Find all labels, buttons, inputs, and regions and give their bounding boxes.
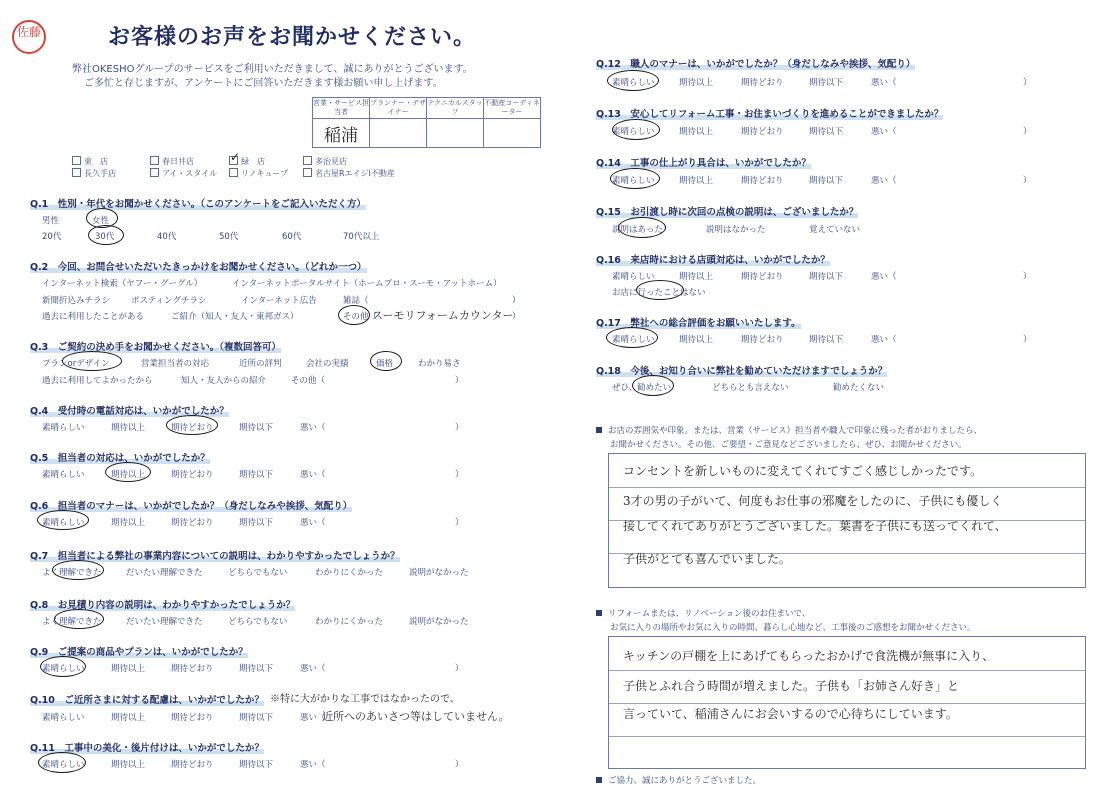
q12-option-excellent[interactable]: 素晴らしい: [612, 78, 655, 88]
q10-handwritten-note-2: 近所へのあいさつ等はしていません。: [322, 710, 510, 723]
q11-option-below[interactable]: 期待以下: [239, 760, 274, 770]
q4-option-above[interactable]: 期待以上: [111, 423, 146, 433]
q2-option-internet-ad[interactable]: インターネット広告: [241, 296, 317, 306]
q9-option-above[interactable]: 期待以上: [111, 664, 146, 674]
q16-option-below[interactable]: 期待以下: [809, 272, 844, 282]
q17-bad-close: ）: [1023, 335, 1032, 345]
q4-option-bad[interactable]: 悪い（: [300, 423, 326, 433]
staff-header-technical: テクニカルスタッフ: [427, 98, 484, 119]
q2-option-other[interactable]: その他（: [343, 312, 378, 322]
question-15-title: Q.15 お引渡し時に次回の点検の説明は、ございましたか？: [596, 207, 859, 218]
q7-option-neutral[interactable]: どちらでもない: [228, 568, 288, 578]
q11-option-above[interactable]: 期待以上: [111, 760, 146, 770]
q3-option-track-record[interactable]: 会社の実績: [306, 359, 349, 369]
q13-option-excellent[interactable]: 素晴らしい: [612, 127, 655, 137]
q1-option-60s[interactable]: 60代: [282, 232, 302, 242]
q17-option-above[interactable]: 期待以上: [679, 335, 714, 345]
selection-circle-mark: [370, 351, 402, 371]
q16-option-bad[interactable]: 悪い（: [871, 272, 897, 282]
question-8-title: Q.8 お見積り内容の説明は、わかりやすかったでしょうか？: [30, 600, 296, 611]
q7-option-mostly-understood[interactable]: だいたい理解できた: [126, 568, 203, 578]
question-6-title: Q.6 担当者のマナーは、いかがでしたか？（身だしなみや挨拶、気配り）: [30, 501, 353, 512]
page-title: お客様のお声をお聞かせください。: [108, 25, 477, 50]
q2-option-past-use[interactable]: 過去に利用したことがある: [42, 312, 145, 322]
q13-option-above[interactable]: 期待以上: [679, 127, 714, 137]
selection-circle-mark: [610, 168, 660, 189]
q8-option-neutral[interactable]: どちらでもない: [228, 617, 288, 627]
question-11-title: Q.11 工事中の美化・後片付けは、いかがでしたか？: [30, 743, 264, 754]
q4-option-excellent[interactable]: 素晴らしい: [42, 423, 85, 433]
q1-option-female[interactable]: 女性: [92, 216, 110, 226]
checkbox-icon: [303, 156, 312, 165]
comment2-prompt-line1: リフォームまたは、リノベーション後のお住まいで、: [596, 607, 810, 619]
selection-circle-mark: [54, 609, 104, 629]
q11-option-as-expected[interactable]: 期待どおり: [171, 760, 214, 770]
q3-option-past-good[interactable]: 過去に利用してよかったから: [42, 376, 153, 386]
q9-option-bad[interactable]: 悪い（: [300, 664, 326, 674]
checkbox-icon: [72, 156, 81, 165]
q2-option-referral[interactable]: ご紹介（知人・友人・東邦ガス）: [171, 312, 299, 322]
q6-option-below[interactable]: 期待以下: [239, 518, 274, 528]
checkbox-icon: [150, 168, 159, 177]
q5-option-bad[interactable]: 悪い（: [300, 470, 326, 480]
comment2-handwritten-line2: 子供とふれ合う時間が増えました。子供も「お姉さん好き」と: [623, 679, 960, 693]
q2-option-portal-site[interactable]: インターネットポータルサイト（ホームプロ・スーモ・アットホーム）: [232, 279, 502, 289]
question-2-title: Q.2 今回、お問合せいただいたきっかけをお聞かせください。（どれか一つ）: [30, 262, 367, 273]
q16-option-as-expected[interactable]: 期待どおり: [741, 272, 784, 282]
comment1-handwritten-line2: 3才の男の子がいて、何度もお仕事の邪魔をしたのに、子供にも優しく: [623, 494, 1003, 508]
q18-option-neutral[interactable]: どちらとも言えない: [712, 383, 789, 393]
q17-option-excellent[interactable]: 素晴らしい: [612, 335, 655, 345]
comment1-handwritten-line4: 子供がとても喜んでいました。: [623, 552, 792, 566]
square-bullet-icon: [596, 777, 602, 783]
q11-option-excellent[interactable]: 素晴らしい: [42, 760, 85, 770]
q3-option-reputation[interactable]: 近所の評判: [239, 359, 282, 369]
q4-bad-close: ）: [455, 423, 464, 433]
checkbox-icon: [150, 156, 159, 165]
q3-other-close: ）: [455, 376, 464, 386]
q2-other-close: ）: [512, 312, 521, 322]
selection-circle-mark: [62, 351, 122, 371]
question-13-title: Q.13 安心してリフォーム工事・お住まいづくりを進めることができましたか？: [596, 109, 944, 120]
comment2-handwritten-line3: 言っていて、稲浦さんにお会いするので心待ちにしています。: [623, 707, 958, 721]
question-12-title: Q.12 職人のマナーは、いかがでしたか？（身だしなみや挨拶、気配り）: [596, 59, 916, 70]
q17-option-bad[interactable]: 悪い（: [871, 335, 897, 345]
staff-header-realestate: 不動産コーディネーター: [484, 98, 541, 119]
q11-bad-close: ）: [455, 760, 464, 770]
selection-circle-mark: [37, 510, 89, 530]
q1-option-20s[interactable]: 20代: [42, 232, 62, 242]
q17-option-as-expected[interactable]: 期待どおり: [741, 335, 784, 345]
checkbox-icon: [229, 168, 238, 177]
q8-option-no-explanation[interactable]: 説明がなかった: [409, 617, 469, 627]
q6-option-above[interactable]: 期待以上: [111, 518, 146, 528]
q5-option-above[interactable]: 期待以上: [111, 470, 146, 480]
q8-option-hard[interactable]: わかりにくかった: [315, 617, 384, 627]
ruled-line: [609, 487, 1085, 488]
q10-option-as-expected[interactable]: 期待どおり: [171, 713, 214, 723]
q6-bad-close: ）: [455, 518, 464, 528]
q5-option-as-expected[interactable]: 期待どおり: [171, 470, 214, 480]
q18-option-recommend[interactable]: ぜひ、勧めたい: [612, 383, 672, 393]
q14-option-bad[interactable]: 悪い（: [871, 176, 897, 186]
q9-option-excellent[interactable]: 素晴らしい: [42, 664, 85, 674]
q3-option-clarity[interactable]: わかり易さ: [418, 359, 461, 369]
q13-option-as-expected[interactable]: 期待どおり: [741, 127, 784, 137]
q9-option-as-expected[interactable]: 期待どおり: [171, 664, 214, 674]
q4-option-below[interactable]: 期待以下: [239, 423, 274, 433]
question-18-title: Q.18 今後、お知り合いに弊社を勧めていただけますでしょうか？: [596, 366, 888, 377]
store-option-tajimi[interactable]: 多治見店: [303, 156, 347, 167]
q14-option-as-expected[interactable]: 期待どおり: [741, 176, 784, 186]
selection-circle-mark: [105, 462, 151, 482]
question-14-title: Q.14 工事の仕上がり具合は、いかがでしたか？: [596, 158, 811, 169]
comment2-handwritten-line1: キッチンの戸棚を上にあげてもらったおかげで食洗機が無事に入り、: [623, 649, 995, 663]
selection-circle-mark: [88, 225, 124, 245]
q10-option-bad[interactable]: 悪い（: [300, 713, 326, 723]
selection-circle-mark: [166, 415, 218, 435]
square-bullet-icon: [596, 610, 602, 616]
q8-option-mostly-understood[interactable]: だいたい理解できた: [126, 617, 203, 627]
question-7-title: Q.7 担当者による弊社の事業内容についての説明は、わかりやすかったでしょうか？: [30, 551, 400, 562]
comment1-box[interactable]: [608, 453, 1086, 588]
q15-option-not-explained[interactable]: 説明はなかった: [706, 225, 766, 235]
checkbox-icon: [303, 168, 312, 177]
comment2-box[interactable]: [608, 636, 1086, 769]
q12-option-bad[interactable]: 悪い（: [871, 78, 897, 88]
q15-option-dont-remember[interactable]: 覚えていない: [809, 225, 861, 235]
question-5-title: Q.5 担当者の対応は、いかがでしたか？: [30, 453, 210, 464]
selection-circle-mark: [636, 280, 684, 300]
staff-cell-planner[interactable]: [370, 119, 427, 148]
checkbox-checked-icon: ✓: [230, 150, 241, 164]
comment1-prompt-line1: お店の雰囲気や印象。または、営業（サービス）担当者や職人で印象に残った者がおりましたら、: [596, 424, 982, 436]
q18-option-not-recommend[interactable]: 勧めたくない: [833, 383, 885, 393]
seal-stamp: 佐藤: [12, 20, 46, 54]
q14-option-excellent[interactable]: 素晴らしい: [612, 176, 655, 186]
q5-option-below[interactable]: 期待以下: [239, 470, 274, 480]
selection-circle-mark: [618, 217, 666, 238]
q7-option-no-explanation[interactable]: 説明がなかった: [409, 568, 469, 578]
square-bullet-icon: [596, 427, 602, 433]
q3-option-sales-response[interactable]: 営業担当者の対応: [141, 359, 210, 369]
checkbox-icon: [72, 168, 81, 177]
question-3-title: Q.3 ご契約の決め手をお聞かせください。（複数回答可）: [30, 342, 282, 353]
question-17-title: Q.17 弊社への総合評価をお願いいたします。: [596, 318, 801, 329]
staff-table: [312, 97, 541, 148]
q3-option-other[interactable]: その他（: [291, 376, 326, 386]
q5-option-excellent[interactable]: 素晴らしい: [42, 470, 85, 480]
question-10-title: Q.10 ご近所さまに対する配慮は、いかがでしたか？: [30, 695, 264, 706]
selection-circle-mark: [338, 305, 370, 325]
q16-bad-close: ）: [1023, 272, 1032, 282]
staff-cell-technical[interactable]: [427, 119, 484, 148]
q15-option-explained[interactable]: 説明はあった: [612, 225, 663, 235]
ruled-line: [609, 670, 1085, 671]
q9-option-below[interactable]: 期待以下: [239, 664, 274, 674]
comment2-prompt-line2: お気に入りの場所やお気に入りの時間、暮らし心地など、工事後のご感想をお聞かせください。: [610, 623, 976, 633]
q14-option-below[interactable]: 期待以下: [809, 176, 844, 186]
q13-option-below[interactable]: 期待以下: [809, 127, 844, 137]
comment1-prompt-line2: お聞かせください。その他、ご要望・ご意見などございましたら、ぜひ、お聞かせください。: [610, 440, 967, 450]
q13-option-bad[interactable]: 悪い（: [871, 127, 897, 137]
q11-option-bad[interactable]: 悪い（: [300, 760, 326, 770]
q8-option-well-understood[interactable]: よく理解できた: [42, 617, 102, 627]
q10-handwritten-note-1: ※特に大がかりな工事ではなかったので、: [270, 694, 460, 705]
q10-option-above[interactable]: 期待以上: [111, 713, 146, 723]
ruled-line: [609, 736, 1085, 737]
store-option-kasugai[interactable]: 春日井店: [150, 156, 194, 167]
q16-option-never-visited[interactable]: お店に行ったことはない: [612, 288, 706, 298]
intro-line-1: 弊社OKESHOグループのサービスをご利用いただきまして、誠にありがとうございます。: [72, 64, 473, 75]
q3-option-acquaintance[interactable]: 知人・友人からの紹介: [181, 376, 267, 386]
ruled-line: [609, 703, 1085, 704]
q2-option-posting[interactable]: ポスティングチラシ: [131, 296, 207, 306]
q5-bad-close: ）: [455, 470, 464, 480]
q6-option-as-expected[interactable]: 期待どおり: [171, 518, 214, 528]
q10-option-below[interactable]: 期待以下: [239, 713, 274, 723]
q17-option-below[interactable]: 期待以下: [809, 335, 844, 345]
selection-circle-mark: [632, 375, 674, 396]
store-option-istyle[interactable]: アイ・スタイル: [150, 168, 217, 179]
store-option-nagakute[interactable]: 長久手店: [72, 168, 116, 179]
q2-other-handwritten[interactable]: スーモリフォームカウンター: [372, 309, 514, 322]
store-option-midori[interactable]: ✓ 緑 店: [230, 150, 265, 166]
comment1-handwritten-line3: 接してくれてありがとうございました。葉書を子供にも送ってくれて、: [623, 519, 1007, 533]
q14-option-above[interactable]: 期待以上: [679, 176, 714, 186]
q1-option-70s-plus[interactable]: 70代以上: [343, 232, 380, 242]
staff-name-handwritten[interactable]: 稲浦: [313, 119, 370, 148]
q12-bad-close: ）: [1023, 78, 1032, 88]
selection-circle-mark: [606, 327, 658, 348]
question-1-title: Q.1 性別・年代をお聞かせください。（このアンケートをご記入いただく方）: [30, 199, 366, 210]
selection-circle-mark: [607, 70, 659, 91]
selection-circle-mark: [38, 752, 86, 773]
q12-option-above[interactable]: 期待以上: [679, 78, 714, 88]
q2-magazine-close: ）: [512, 296, 521, 306]
intro-line-2: ご多忙と存じますが、アンケートにご回答いただきます様お願い申し上げます。: [84, 78, 443, 89]
question-16-title: Q.16 来店時における店頭対応は、いかがでしたか？: [596, 255, 830, 266]
thanks-message: ご協力、誠にありがとうございました。: [596, 774, 761, 786]
q13-bad-close: ）: [1023, 127, 1032, 137]
q12-option-below[interactable]: 期待以下: [809, 78, 844, 88]
q10-option-excellent[interactable]: 素晴らしい: [42, 713, 85, 723]
store-option-higashi[interactable]: 東 店: [72, 156, 108, 167]
q2-option-newspaper[interactable]: 新聞折込みチラシ: [42, 296, 111, 306]
q1-option-male[interactable]: 男性: [42, 216, 60, 226]
q12-option-as-expected[interactable]: 期待どおり: [741, 78, 784, 88]
staff-header-sales: 営業・サービス担当者: [313, 98, 370, 119]
store-option-realestate[interactable]: 名古屋RエイジI不動産: [303, 168, 395, 179]
q2-option-magazine[interactable]: 雑誌（: [343, 296, 369, 306]
selection-circle-mark: [40, 656, 86, 677]
q1-option-50s[interactable]: 50代: [219, 232, 239, 242]
q7-option-hard[interactable]: わかりにくかった: [315, 568, 384, 578]
q9-bad-close: ）: [455, 664, 464, 674]
q7-option-well-understood[interactable]: よく理解できた: [42, 568, 102, 578]
q6-option-bad[interactable]: 悪い（: [300, 518, 326, 528]
question-4-title: Q.4 受付時の電話対応は、いかがでしたか？: [30, 406, 229, 417]
q16-option-excellent[interactable]: 素晴らしい: [612, 272, 655, 282]
q1-option-40s[interactable]: 40代: [157, 232, 177, 242]
selection-circle-mark: [52, 560, 104, 580]
q14-bad-close: ）: [1023, 176, 1032, 186]
q6-option-excellent[interactable]: 素晴らしい: [42, 518, 85, 528]
staff-header-planner: プランナー・デザイナー: [370, 98, 427, 119]
q16-option-above[interactable]: 期待以上: [679, 272, 714, 282]
staff-cell-realestate[interactable]: [484, 119, 541, 148]
comment1-handwritten-line1: コンセントを新しいものに変えてくれてすごく感じしかったです。: [623, 464, 983, 478]
q3-option-price[interactable]: 価格: [376, 359, 394, 369]
q3-option-plan-design[interactable]: プランorデザイン: [42, 359, 110, 369]
question-9-title: Q.9 ご提案の商品やプランは、いかがでしたか？: [30, 647, 248, 658]
selection-circle-mark: [612, 119, 660, 140]
q1-option-30s[interactable]: 30代: [95, 232, 115, 242]
store-option-renocube[interactable]: リノキューブ: [229, 168, 288, 179]
q2-option-internet-search[interactable]: インターネット検索（ヤフー・グーグル）: [42, 279, 203, 289]
q4-option-as-expected[interactable]: 期待どおり: [171, 423, 214, 433]
